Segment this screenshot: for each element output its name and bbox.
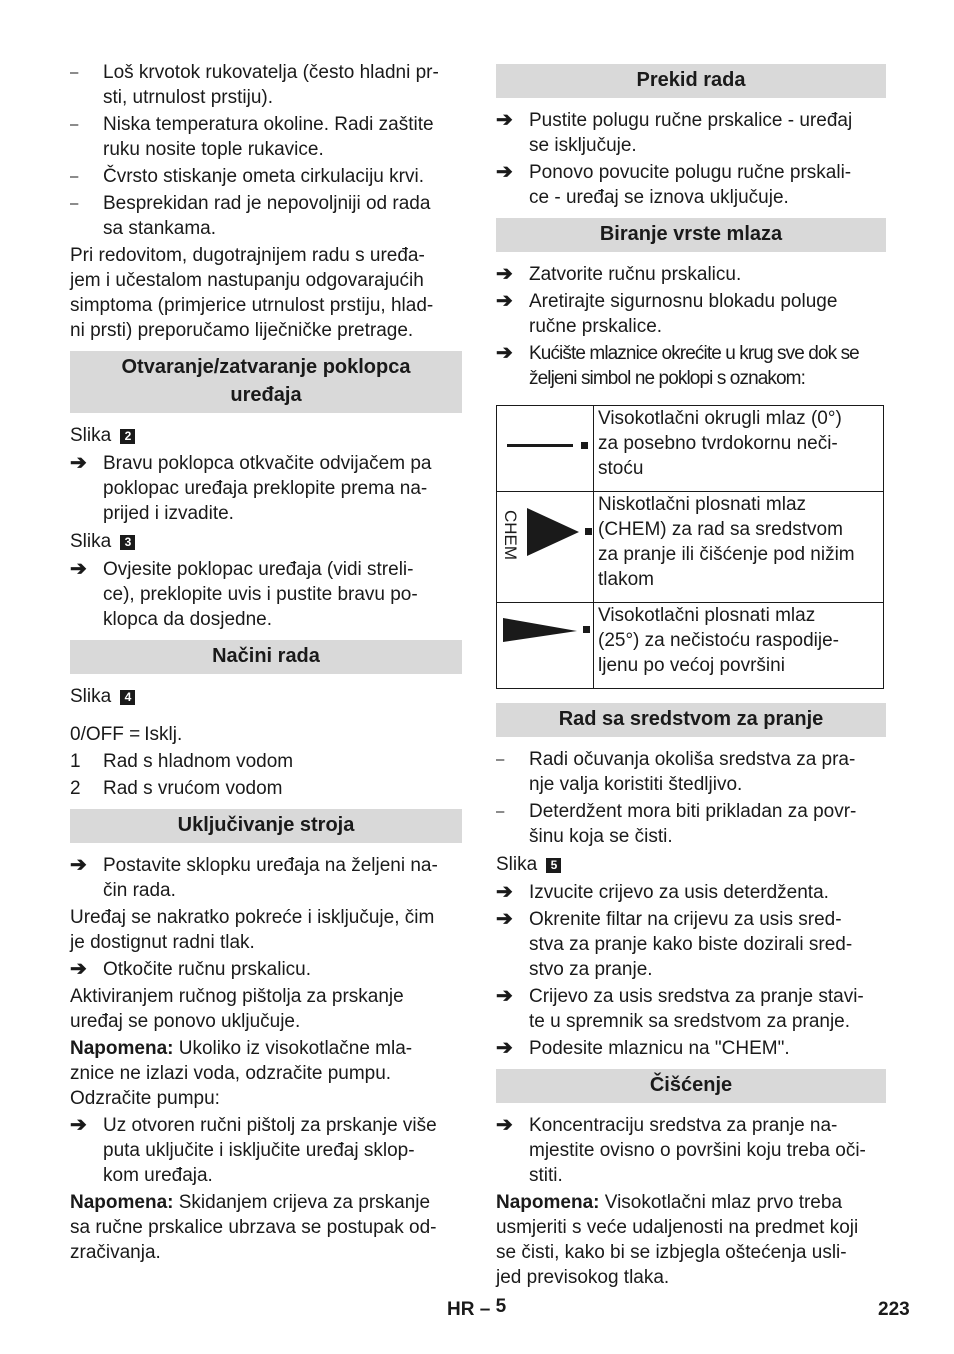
arrow-icon: ➔ [70,1114,87,1136]
paragraph: Uređaj se nakratko pokreće i isključuje, čim je dostignut radni tlak. [70,907,435,953]
arrow-icon: ➔ [496,342,513,364]
dash-marker: – [70,195,79,212]
instruction-step: ➔ Zatvorite ručnu prskalicu. [496,263,742,285]
section-heading-modes: Načini rada [70,640,462,674]
table-row [497,406,884,492]
instruction-step: ➔ Izvucite crijevo za usis deterdženta. [496,881,829,903]
section-heading-cleaning: Čišćenje [496,1069,886,1103]
arrow-icon: ➔ [70,958,87,980]
footer-section-label: HR – 5 [447,1296,507,1320]
section-heading-detergent: Rad sa sredstvom za pranje [496,703,886,737]
dash-marker: – [496,751,505,768]
flat-jet-icon [497,603,594,689]
table-row [497,492,884,603]
figure-number: 2 [120,429,135,444]
section-heading-switch-on: Uključivanje stroja [70,809,462,843]
dash-marker: – [70,64,79,81]
arrow-icon: ➔ [496,1114,513,1136]
figure-number: 5 [546,858,561,873]
section-heading-interrupt: Prekid rada [496,64,886,98]
arrow-icon: ➔ [496,908,513,930]
arrow-icon: ➔ [496,1037,513,1059]
list-item: – Loš krvotok rukovatelja (često hladni pr- sti, utrnulost prstiju). [70,62,439,108]
list-item: – Niska temperatura okoline. Radi zaštite ruku nosite tople rukavice. [70,114,434,160]
arrow-icon: ➔ [70,452,87,474]
figure-reference: Slika 2 [70,423,462,448]
left-column [70,58,462,1267]
mode-item: 2 Rad s vrućom vodom [70,778,283,799]
instruction-step: ➔ Crijevo za usis sredstva za pranje stavi- te u spremnik sa sredstvom za pranje. [496,985,864,1032]
instruction-step: ➔ Postavite sklopku uređaja na željeni na- čin rada. [70,854,438,901]
figure-number: 3 [120,535,135,550]
instruction-step: ➔ Bravu poklopca otkvačite odvijačem pa poklopac uređaja preklopite prema na- prijed i izvadite. [70,452,432,524]
dash-marker: – [70,168,79,185]
arrow-icon: ➔ [496,881,513,903]
arrow-icon: ➔ [496,109,513,131]
jet-description: Niskotlačni plosnati mlaz (CHEM) za rad sa sredstvom za pranje ili čišćenje pod nižim tlakom [594,492,884,603]
jet-description: Visokotlačni okrugli mlaz (0°) za posebno tvrdokornu neči- stoću [594,406,884,492]
arrow-icon: ➔ [70,854,87,876]
instruction-step: ➔ Aretirajte sigurnosnu blokadu poluge ručne prskalice. [496,290,838,337]
dash-marker: – [70,116,79,133]
jet-type-table [496,405,884,689]
page-number: 223 [878,1299,910,1320]
arrow-icon: ➔ [496,985,513,1007]
arrow-icon: ➔ [70,558,87,580]
svg-text:CHEM: CHEM [501,510,520,561]
intro-paragraph: Pri redovitom, dugotrajnijem radu s uređa- jem i učestalom nastupanju odgovarajućih simptoma (primjerice utrnulost prstiju, hlad- ni prsti) preporučamo liječničke pretrage. [70,245,434,341]
right-column [496,64,886,1292]
list-item: – Deterdžent mora biti prikladan za povr- šinu koja se čisti. [496,801,857,847]
round-jet-icon [497,406,594,492]
list-item: – Radi očuvanja okoliša sredstva za pra- nje valja koristiti štedljivo. [496,749,856,795]
mode-item: 0/OFF = Isklj. [70,724,183,745]
list-item: – Besprekidan rad je nepovoljniji od rada sa stankama. [70,193,431,239]
instruction-step: ➔ Otkočite ručnu prskalicu. [70,958,312,980]
note: Napomena: Skidanjem crijeva za prskanje sa ručne prskalice ubrzava se postupak od- zračivanja. [70,1192,437,1263]
jet-description: Visokotlačni plosnati mlaz (25°) za nečistoću raspodije- ljenu po većoj površini [594,603,884,689]
instruction-step: ➔ Ovjesite poklopac uređaja (vidi streli- ce), preklopite uvis i pustite bravu po- klopca da dosjedne. [70,558,418,630]
paragraph: Aktiviranjem ručnog pištolja za prskanje uređaj se ponovo uključuje. [70,986,404,1032]
arrow-icon: ➔ [496,290,513,312]
figure-reference: Slika 4 [70,684,462,709]
instruction-step: ➔ Koncentraciju sredstva za pranje na- mjestite ovisno o površini koju treba oči- stiti. [496,1114,866,1186]
dash-marker: – [496,803,505,820]
figure-reference: Slika 3 [70,529,462,554]
figure-number: 4 [120,690,135,705]
list-item: – Čvrsto stiskanje ometa cirkulaciju krvi. [70,166,424,187]
instruction-step: ➔ Okrenite filtar na crijevu za usis sred- stva za pranje kako biste dozirali sred- stvo za pranje. [496,908,853,980]
instruction-step: ➔ Ponovo povucite polugu ručne prskali- ce - uređaj se iznova uključuje. [496,161,852,208]
figure-reference: Slika 5 [496,852,886,877]
instruction-step: ➔ Pustite polugu ručne prskalice - uređaj se isključuje. [496,109,853,156]
section-heading-cover: Otvaranje/zatvaranje poklopca uređaja [70,351,462,413]
instruction-step: ➔ Uz otvoren ručni pištolj za prskanje više puta uključite i isključite uređaj sklop- kom uređaja. [70,1114,437,1186]
table-row [497,603,884,689]
chem-jet-icon [497,492,594,603]
note: Napomena: Ukoliko iz visokotlačne mla- znice ne izlazi voda, odzračite pumpu. Odzračite pumpu: [70,1038,413,1109]
instruction-step: ➔ Kućište mlaznice okrećite u krug sve dok se željeni simbol ne poklopi s oznakom: [496,342,859,389]
note: Napomena: Visokotlačni mlaz prvo treba usmjeriti s veće udaljenosti na predmet koji se čisti, kako bi se izbjegla oštećenja usli- jed previsokog tlaka. [496,1192,859,1288]
mode-item: 1 Rad s hladnom vodom [70,751,294,772]
instruction-step: ➔ Podesite mlaznicu na "CHEM". [496,1037,790,1059]
arrow-icon: ➔ [496,161,513,183]
section-heading-jet: Biranje vrste mlaza [496,218,886,252]
arrow-icon: ➔ [496,263,513,285]
